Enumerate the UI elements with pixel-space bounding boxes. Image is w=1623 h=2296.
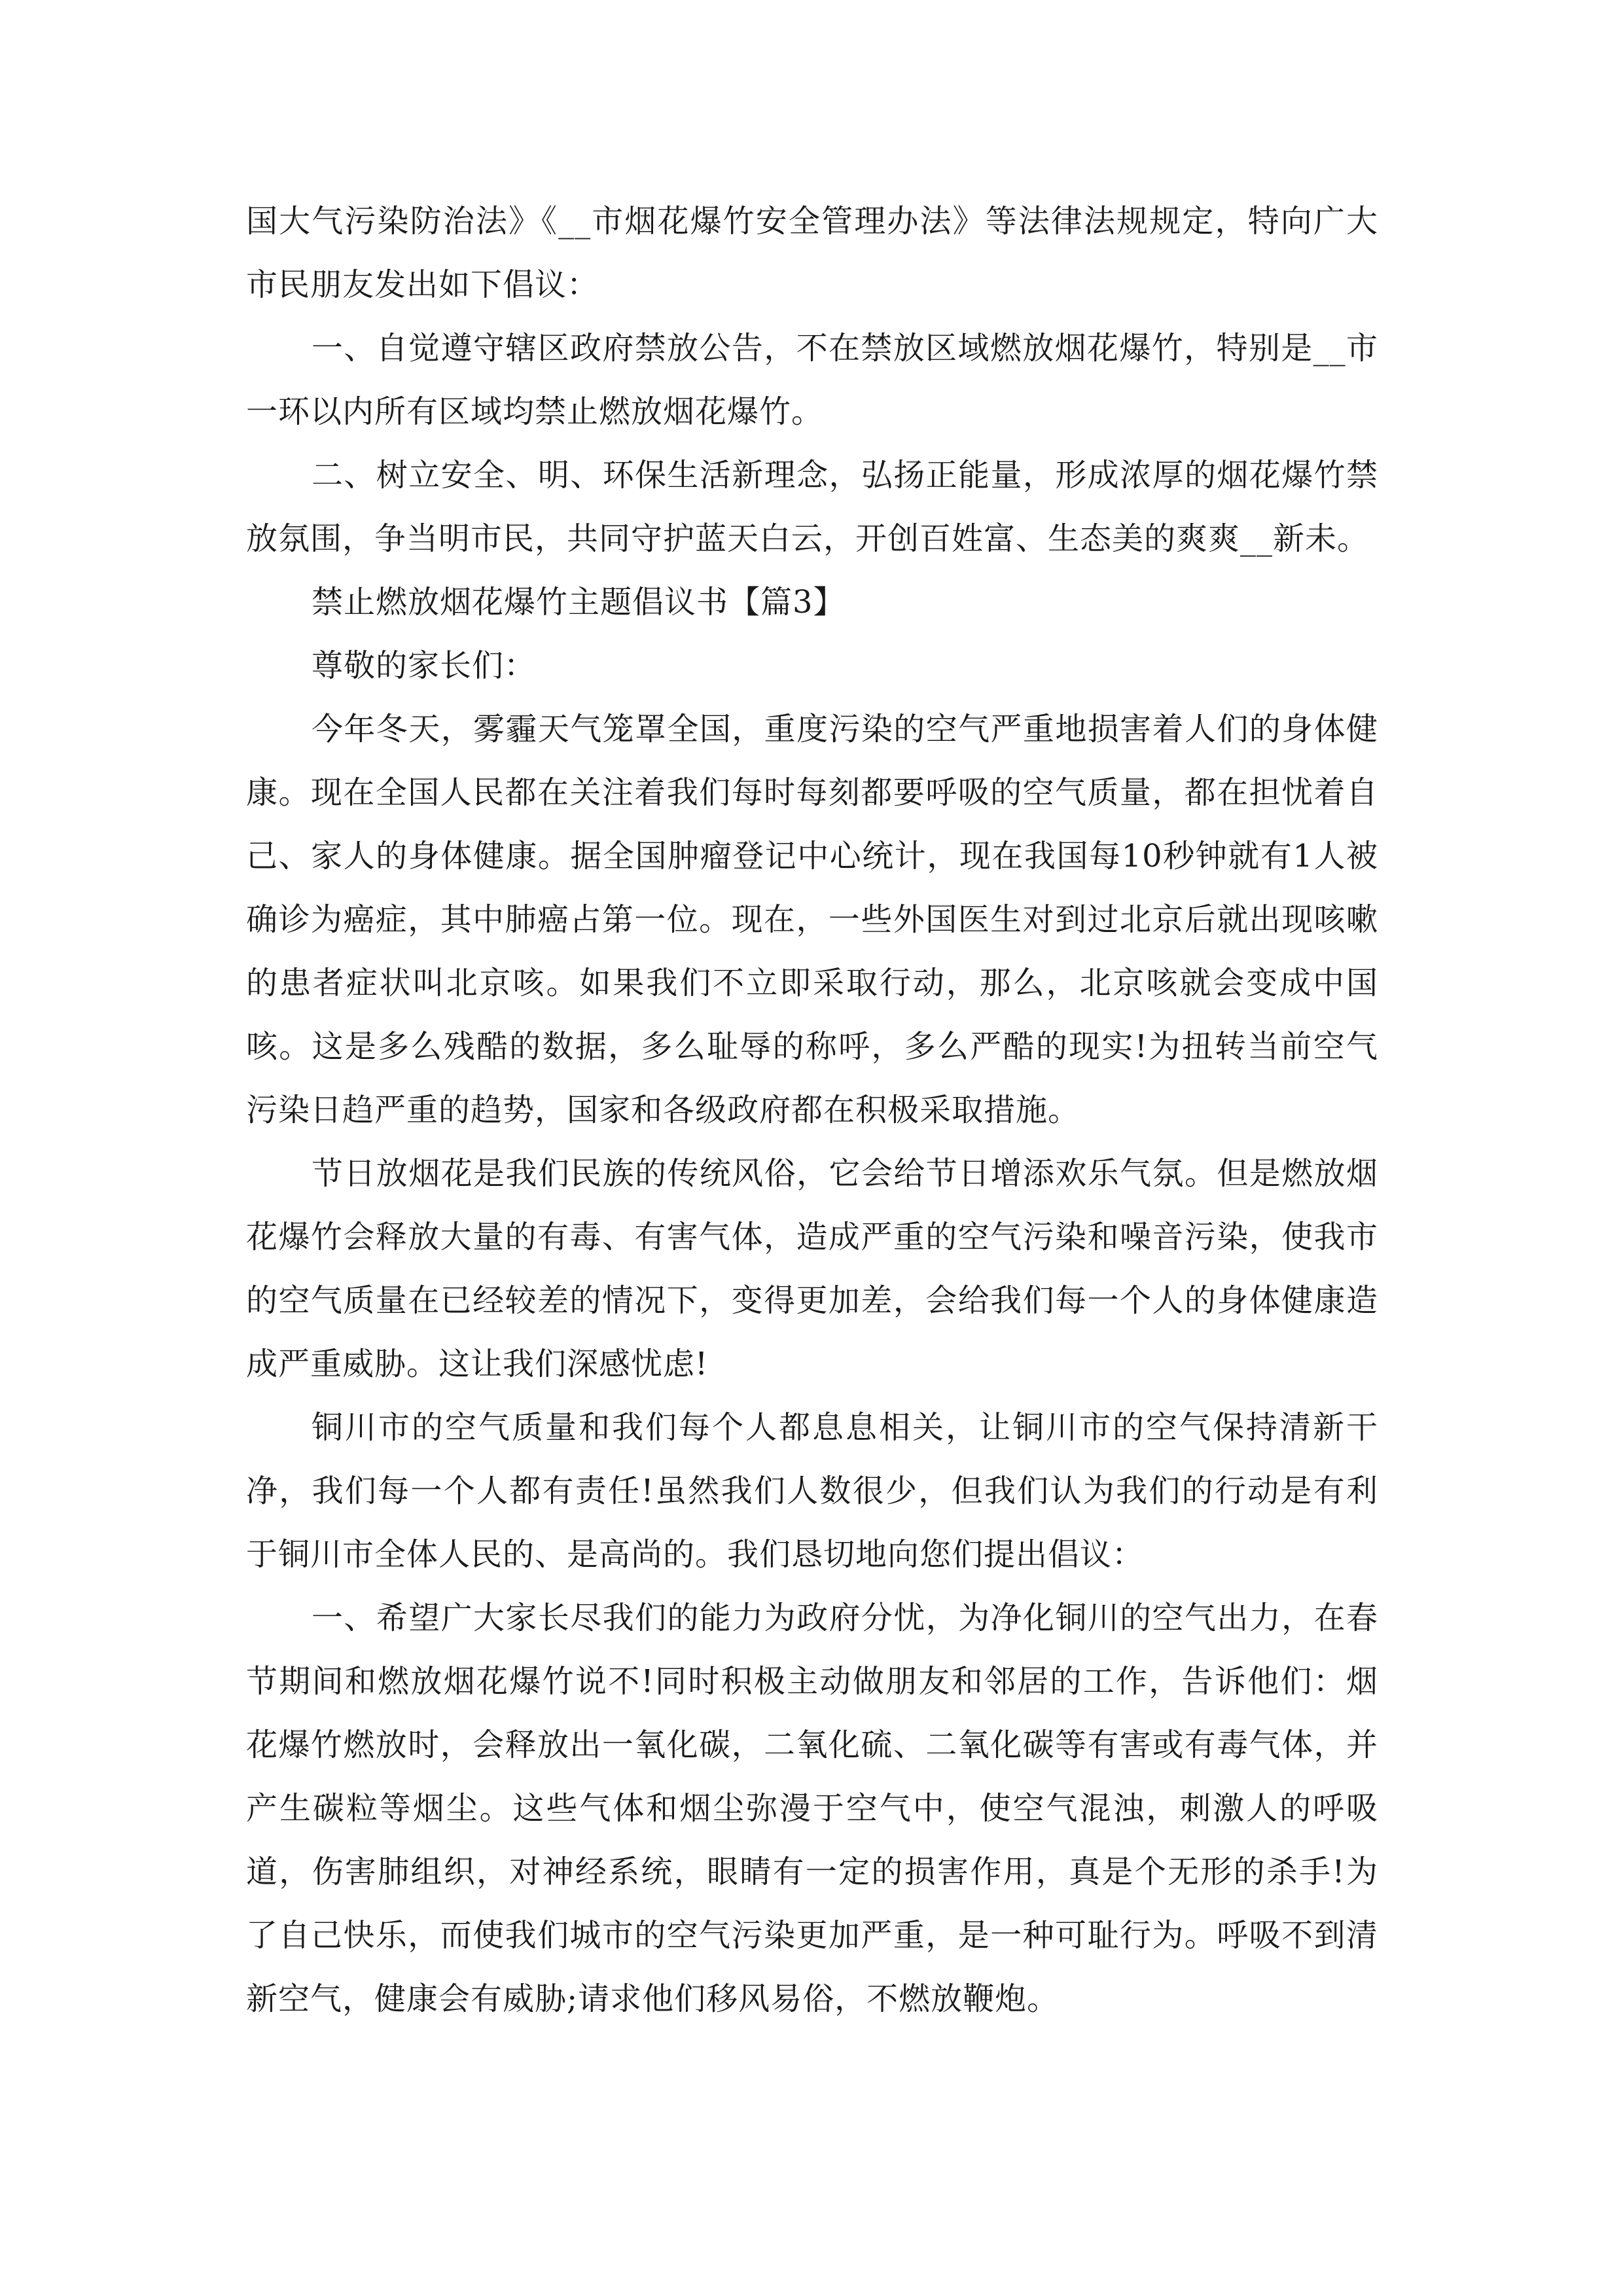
paragraph-proposal-1: 一、自觉遵守辖区政府禁放公告，不在禁放区域燃放烟花爆竹，特别是__市一环以内所有区域均禁止燃放烟花爆竹。 xyxy=(246,330,1378,430)
paragraph-fireworks-tradition: 节日放烟花是我们民族的传统风俗，它会给节日增添欢乐气氛。但是燃放烟花爆竹会释放大量的有毒、有害气体，造成严重的空气污染和噪音污染，使我市的空气质量在已经较差的情况下，变得更加差，会给我们每一个人的身体健康造成严重威胁。这让我们深感忧虑! xyxy=(246,1155,1378,1382)
paragraph-law-reference: 国大气污染防治法》《__市烟花爆竹安全管理办法》等法律法规规定，特向广大市民朋友发出如下倡议： xyxy=(246,203,1378,303)
paragraph-smog: 今年冬天，雾霾天气笼罩全国，重度污染的空气严重地损害着人们的身体健康。现在全国人民都在关注着我们每时每刻都要呼吸的空气质量，都在担忧着自己、家人的身体健康。据全国肿瘤登记中心统计，现在我国每10秒钟就有1人被确诊为癌症，其中肺癌占第一位。现在，一些外国医生对到过北京后就出现咳嗽的患者症状叫北京咳。如果我们不立即采取行动，那么，北京咳就会变成中国咳。这是多么残酷的数据，多么耻辱的称呼，多么严酷的现实!为扭转当前空气污染日趋严重的趋势，国家和各级政府都在积极采取措施。 xyxy=(246,711,1378,1128)
paragraph-tongchuan-air: 铜川市的空气质量和我们每个人都息息相关，让铜川市的空气保持清新干净，我们每一个人都有责任!虽然我们人数很少，但我们认为我们的行动是有利于铜川市全体人民的、是高尚的。我们恳切地向您们提出倡议： xyxy=(246,1409,1378,1573)
section-heading: 禁止燃放烟花爆竹主题倡议书【篇3】 xyxy=(312,584,846,620)
document-body xyxy=(246,190,1378,2031)
salutation: 尊敬的家长们： xyxy=(312,647,537,684)
paragraph-parent-proposal-1: 一、希望广大家长尽我们的能力为政府分忧，为净化铜川的空气出力，在春节期间和燃放烟花爆竹说不!同时积极主动做朋友和邻居的工作，告诉他们：烟花爆竹燃放时，会释放出一氧化碳，二氧化硫、二氧化碳等有害或有毒气体，并产生碳粒等烟尘。这些气体和烟尘弥漫于空气中，使空气混浊，刺激人的呼吸道，伤害肺组织，对神经系统，眼睛有一定的损害作用，真是个无形的杀手!为了自己快乐，而使我们城市的空气污染更加严重，是一种可耻行为。呼吸不到清新空气，健康会有威胁;请求他们移风易俗，不燃放鞭炮。 xyxy=(246,1600,1378,2017)
paragraph-proposal-2: 二、树立安全、明、环保生活新理念，弘扬正能量，形成浓厚的烟花爆竹禁放氛围，争当明市民，共同守护蓝天白云，开创百姓富、生态美的爽爽__新未。 xyxy=(246,457,1378,557)
